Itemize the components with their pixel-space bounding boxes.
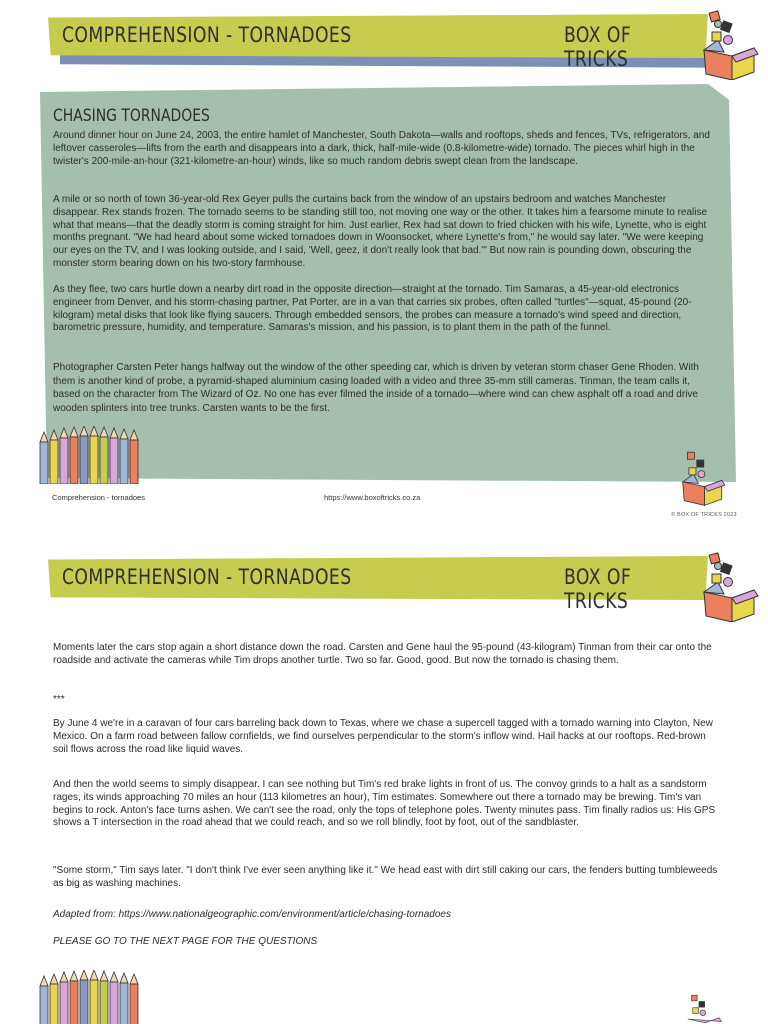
- separator-text: ***: [53, 694, 65, 705]
- footer-left: Comprehension - tornadoes: [52, 493, 145, 502]
- paragraph: As they flee, two cars hurtle down a nearby dirt road in the opposite direction—straight at the tornado. Tim Samaras, a 45-year-old electronics engineer from Denver, and his storm-chasing partner, Pat Porter, are in a van that carries six probes, often called "turtles"—squat, 45-pound (20-kilogram) metal disks that look like flying saucers. Through embedded sensors, the probes can measure a tornado's wind speed and direction, barometric pressure, humidity, and temperature. Samaras's mission, and his passion, is to plant them in the path of the funnel.: [53, 284, 692, 334]
- paragraph: Moments later the cars stop again a short distance down the road. Carsten and Gene haul the 95-pound (43-kilogram) Tinman from their car onto the roadside and activate the cameras while Tim drops another turtle. Two so far. Good, good. But now the tornado is chasing them.: [53, 642, 712, 666]
- paragraph: "Some storm," Tim says later. "I don't think I've ever seen anything like it." We head east with dirt still caking our cars, the fenders butting tumbleweeds as big as washing machines.: [53, 865, 718, 889]
- box-of-tricks-logo-icon: [678, 450, 728, 506]
- paragraph: Photographer Carsten Peter hangs halfway out the window of the other speeding car, which is driven by veteran storm chaser Gene Rhoden. With them is another kind of probe, a pyramid-shaped aluminium casing loaded with a video and three 35-mm still cameras. Tinman, the team calls it, based on the character from The Wizard of Oz. No one has ever filmed the inside of a tornado—where wind can chew asphalt off a road and drive wooden splinters into tree trunks. Carsten wants to be the first.: [53, 362, 699, 414]
- header-banner: [48, 556, 720, 612]
- header-banner: [48, 14, 720, 70]
- header-brand: BOX OF TRICKS: [564, 23, 632, 71]
- paragraph: And then the world seems to simply disappear. I can see nothing but Tim's red brake lights in front of us. The convoy grinds to a halt as a sandstorm rages, its winds approaching 70 miles an hour (113 kilometres an hour), Tim estimates. Somewhere out there a tornado may be brewing. Tim's van begins to rock. Anton's face turns ashen. We can't see the road, only the tops of telephone poles. Twenty minutes pass. Tim finally radios us: His GPS shows a T intersection in the road ahead that we could reach, and so we roll blindly, foot by foot, out of the sandblaster.: [53, 779, 716, 829]
- paragraph: By June 4 we're in a caravan of four cars barreling back down to Texas, where we chase a supercell tagged with a tornado warning into Clayton, New Mexico. On a farm road between fallow cornfields, we find ourselves perpendicular to the storm's inflow wind. Hail hacks at our rooftops. Red-brown soil flows across the road like liquid waves.: [53, 718, 713, 755]
- source-note: Adapted from: https://www.nationalgeographic.com/environment/article/chasing-tornadoes: [53, 909, 451, 920]
- header-title: COMPREHENSION - TORNADOES: [62, 565, 352, 589]
- header-brand: BOX OF TRICKS: [564, 565, 632, 613]
- next-page-note: PLEASE GO TO THE NEXT PAGE FOR THE QUESTIONS: [53, 936, 318, 947]
- box-of-tricks-logo-icon: [684, 994, 724, 1024]
- copyright-text: © BOX OF TRICKS 2023: [671, 512, 737, 518]
- pencils-illustration-icon: [36, 426, 148, 484]
- footer-url[interactable]: https://www.boxoftricks.co.za: [324, 493, 421, 502]
- box-of-tricks-logo-icon: [698, 10, 762, 80]
- section-title: CHASING TORNADOES: [53, 106, 210, 126]
- header-title: COMPREHENSION - TORNADOES: [62, 23, 352, 47]
- paragraph: Around dinner hour on June 24, 2003, the entire hamlet of Manchester, South Dakota—walls and rooftops, sheds and fences, TVs, refrigerators, and leftover casseroles—lifts from the earth and disappears into a dark, thick, half-mile-wide (0.8-kilometre-wide) tornado. The pieces whirl high in the twister's 200-mile-an-hour (321-kilometre-an-hour) winds, like so much random debris swept clean from the landscape.: [53, 130, 710, 167]
- box-of-tricks-logo-icon: [698, 552, 762, 622]
- pencils-illustration-icon: [36, 970, 148, 1024]
- paragraph: A mile or so north of town 36-year-old Rex Geyer pulls the curtains back from the window of an upstairs bedroom and watches Manchester disappear. Rex stands frozen. The tornado seems to be standing still too, not moving one way or the other. It takes him a fearsome minute to realise what that means—that the deadly storm is coming straight for him. Just earlier, Rex had sat down to fried chicken with his wife, Lynette, who is eight months pregnant. "We had heard about some wicked tornadoes down in Woonsocket, where Lynette's from," he would say later. "We were keeping our eyes on the TV, and I was looking outside, and I said, 'Well, geez, it don't really look that bad.'" But now rain is pounding down, obscuring the monster storm bearing down on his two-story farmhouse.: [53, 194, 708, 269]
